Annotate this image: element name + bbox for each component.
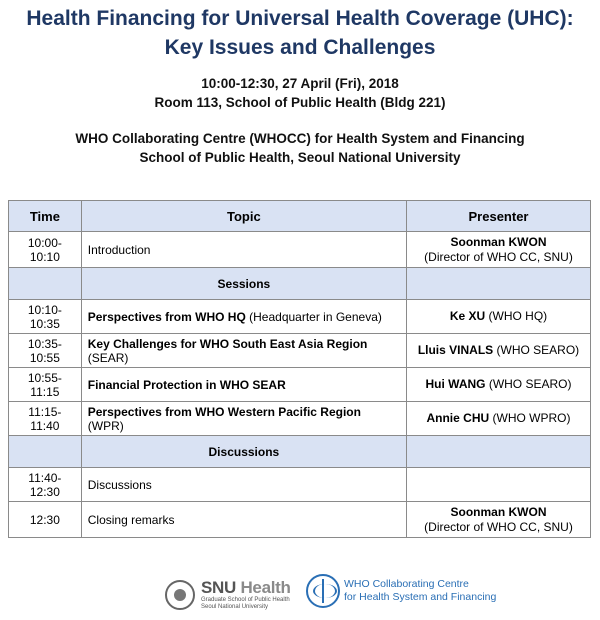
table-row	[9, 368, 591, 402]
row-presenter	[406, 300, 590, 334]
section-blank	[9, 436, 82, 468]
event-info	[0, 74, 600, 112]
who-emblem-icon	[306, 574, 340, 608]
snu-brand-health: Health	[240, 578, 291, 597]
row-presenter	[406, 402, 590, 436]
row-presenter	[406, 232, 590, 268]
header-topic: Topic	[81, 201, 406, 232]
row-topic: Introduction	[81, 232, 406, 268]
table-row	[9, 334, 591, 368]
row-time: 10:35-10:55	[9, 334, 82, 368]
snu-brand: SNU	[201, 578, 236, 597]
organizer-line-2: School of Public Health, Seoul National University	[139, 150, 461, 165]
presenter-affiliation: (WHO SEARO)	[485, 377, 572, 391]
section-label: Discussions	[81, 436, 406, 468]
presenter-affiliation: (Director of WHO CC, SNU)	[424, 249, 573, 264]
row-time: 11:15-11:40	[9, 402, 82, 436]
topic-bold: Key Challenges for WHO South East Asia Region	[87, 336, 368, 351]
presenter-name: Hui WANG	[425, 377, 486, 391]
presenter-name: Lluis VINALS	[417, 343, 494, 357]
document-title	[0, 4, 600, 62]
row-presenter	[406, 502, 590, 538]
presenter-name: Soonman KWON	[450, 234, 547, 249]
topic-rest: (Headquarter in Geneva)	[245, 309, 382, 324]
snu-health-logo	[165, 576, 291, 614]
presenter-name: Soonman KWON	[450, 504, 547, 519]
section-label: Sessions	[81, 268, 406, 300]
section-blank	[9, 268, 82, 300]
row-topic	[81, 300, 406, 334]
row-time: 12:30	[9, 502, 82, 538]
row-topic	[81, 402, 406, 436]
topic-bold: Perspectives from WHO Western Pacific Region	[87, 404, 361, 419]
table-row	[9, 502, 591, 538]
section-blank	[406, 436, 590, 468]
topic-bold: Financial Protection in WHO SEAR	[87, 377, 286, 392]
organizer-info	[0, 129, 600, 167]
row-topic	[81, 368, 406, 402]
snu-subtitle-2: Seoul National University	[201, 604, 269, 610]
who-cc-logo	[306, 574, 496, 608]
presenter-name: Ke XU	[449, 309, 486, 323]
topic-bold: Perspectives from WHO HQ	[87, 309, 246, 324]
row-topic: Discussions	[81, 468, 406, 502]
presenter-affiliation: (WHO HQ)	[485, 309, 548, 323]
snu-subtitle-1: Graduate School of Public Health	[201, 597, 290, 603]
event-datetime: 10:00-12:30, 27 April (Fri), 2018	[201, 76, 399, 91]
presenter-affiliation: (Director of WHO CC, SNU)	[424, 519, 573, 534]
who-cc-line-2: for Health System and Financing	[344, 591, 497, 603]
table-row	[9, 402, 591, 436]
event-venue: Room 113, School of Public Health (Bldg 221)	[154, 95, 446, 110]
row-topic: Closing remarks	[81, 502, 406, 538]
title-line-1: Health Financing for Universal Health Coverage (UHC):	[26, 7, 574, 30]
row-time: 10:10-10:35	[9, 300, 82, 334]
header-time: Time	[9, 201, 82, 232]
title-line-2: Key Issues and Challenges	[164, 36, 436, 59]
row-time: 10:00-10:10	[9, 232, 82, 268]
row-presenter	[406, 368, 590, 402]
section-blank	[406, 268, 590, 300]
organizer-line-1: WHO Collaborating Centre (WHOCC) for Health System and Financing	[75, 131, 525, 146]
table-row	[9, 232, 591, 268]
row-time: 11:40-12:30	[9, 468, 82, 502]
table-header-row	[9, 201, 591, 232]
presenter-affiliation: (WHO SEARO)	[493, 343, 580, 357]
row-topic	[81, 334, 406, 368]
table-row	[9, 300, 591, 334]
section-row-discussions	[9, 436, 591, 468]
footer-logos	[0, 572, 600, 616]
presenter-affiliation: (WHO WPRO)	[489, 411, 571, 425]
row-presenter	[406, 334, 590, 368]
topic-rest: (SEAR)	[87, 350, 129, 365]
section-row-sessions	[9, 268, 591, 300]
row-time: 10:55-11:15	[9, 368, 82, 402]
snu-seal-icon	[165, 580, 195, 610]
header-presenter: Presenter	[406, 201, 590, 232]
who-cc-line-1: WHO Collaborating Centre	[344, 578, 469, 590]
agenda-table	[8, 200, 591, 538]
table-row	[9, 468, 591, 502]
topic-rest: (WPR)	[87, 418, 124, 433]
row-presenter	[406, 468, 590, 502]
presenter-name: Annie CHU	[426, 411, 490, 425]
